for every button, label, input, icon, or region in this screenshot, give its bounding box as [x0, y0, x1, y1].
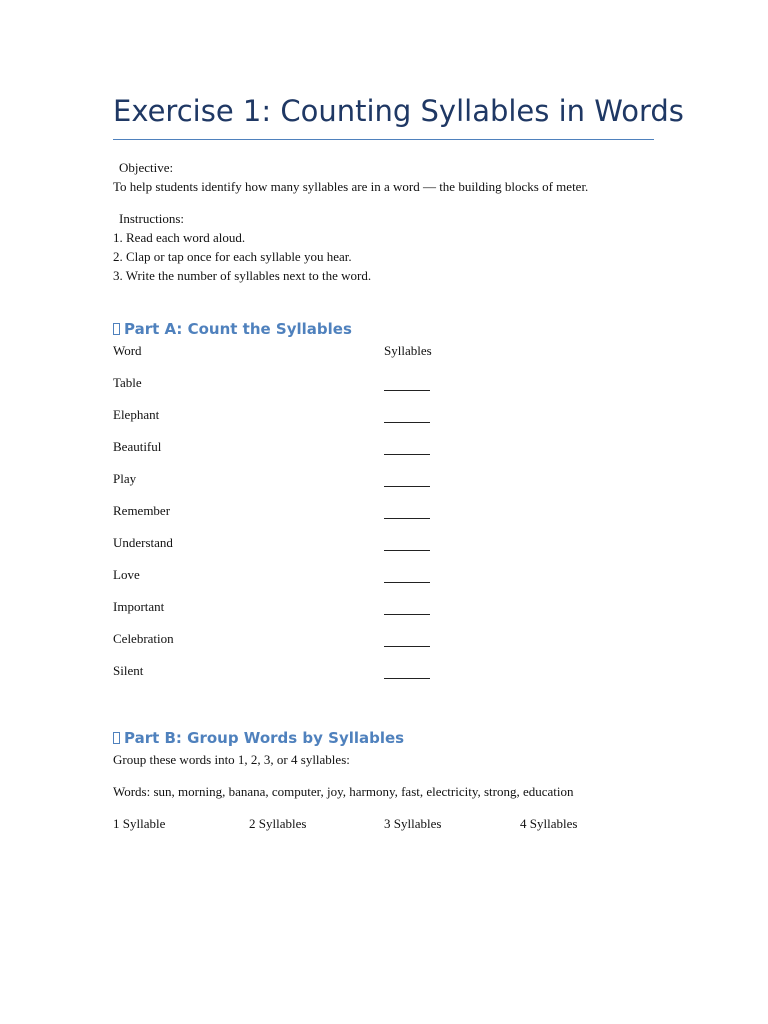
- word-item: Understand: [113, 535, 173, 550]
- missing-glyph-icon: [113, 323, 120, 335]
- column-header-word: Word: [113, 343, 142, 358]
- syllable-answer-blank[interactable]: [384, 550, 430, 551]
- part-b-word-list: Words: sun, morning, banana, computer, joy, harmony, fast, electricity, strong, education: [113, 784, 574, 799]
- objective-label: Objective:: [119, 160, 174, 175]
- syllable-answer-blank[interactable]: [384, 518, 430, 519]
- objective-text: To help students identify how many syllables are in a word — the building blocks of meter.: [113, 179, 589, 194]
- page-title: Exercise 1: Counting Syllables in Words: [113, 94, 684, 128]
- word-item: Remember: [113, 503, 171, 518]
- syllable-answer-blank[interactable]: [384, 422, 430, 423]
- part-b-heading: [113, 729, 404, 747]
- group-1-syllable: 1 Syllable: [113, 816, 166, 831]
- word-item: Elephant: [113, 407, 160, 422]
- instructions-label: Instructions:: [119, 211, 184, 226]
- word-item: Play: [113, 471, 137, 486]
- word-item: Love: [113, 567, 140, 582]
- column-header-syllables: Syllables: [384, 343, 432, 358]
- part-a-heading-text: Part A: Count the Syllables: [124, 320, 352, 338]
- syllable-answer-blank[interactable]: [384, 678, 430, 679]
- instruction-step-1: 1. Read each word aloud.: [113, 230, 246, 245]
- syllable-answer-blank[interactable]: [384, 582, 430, 583]
- word-item: Important: [113, 599, 165, 614]
- title-underline: [113, 139, 654, 140]
- instruction-step-3: 3. Write the number of syllables next to the word.: [113, 268, 372, 283]
- group-3-syllables: 3 Syllables: [384, 816, 442, 831]
- word-item: Celebration: [113, 631, 174, 646]
- syllable-answer-blank[interactable]: [384, 486, 430, 487]
- group-4-syllables: 4 Syllables: [520, 816, 578, 831]
- word-item: Silent: [113, 663, 144, 678]
- word-item: Beautiful: [113, 439, 162, 454]
- group-2-syllables: 2 Syllables: [249, 816, 307, 831]
- part-b-heading-text: Part B: Group Words by Syllables: [124, 729, 405, 747]
- instruction-step-2: 2. Clap or tap once for each syllable you hear.: [113, 249, 352, 264]
- missing-glyph-icon: [113, 732, 120, 744]
- part-a-heading: [113, 320, 352, 338]
- syllable-answer-blank[interactable]: [384, 646, 430, 647]
- word-item: Table: [113, 375, 142, 390]
- syllable-answer-blank[interactable]: [384, 390, 430, 391]
- part-b-instruction: Group these words into 1, 2, 3, or 4 syllables:: [113, 752, 350, 767]
- syllable-answer-blank[interactable]: [384, 454, 430, 455]
- syllable-answer-blank[interactable]: [384, 614, 430, 615]
